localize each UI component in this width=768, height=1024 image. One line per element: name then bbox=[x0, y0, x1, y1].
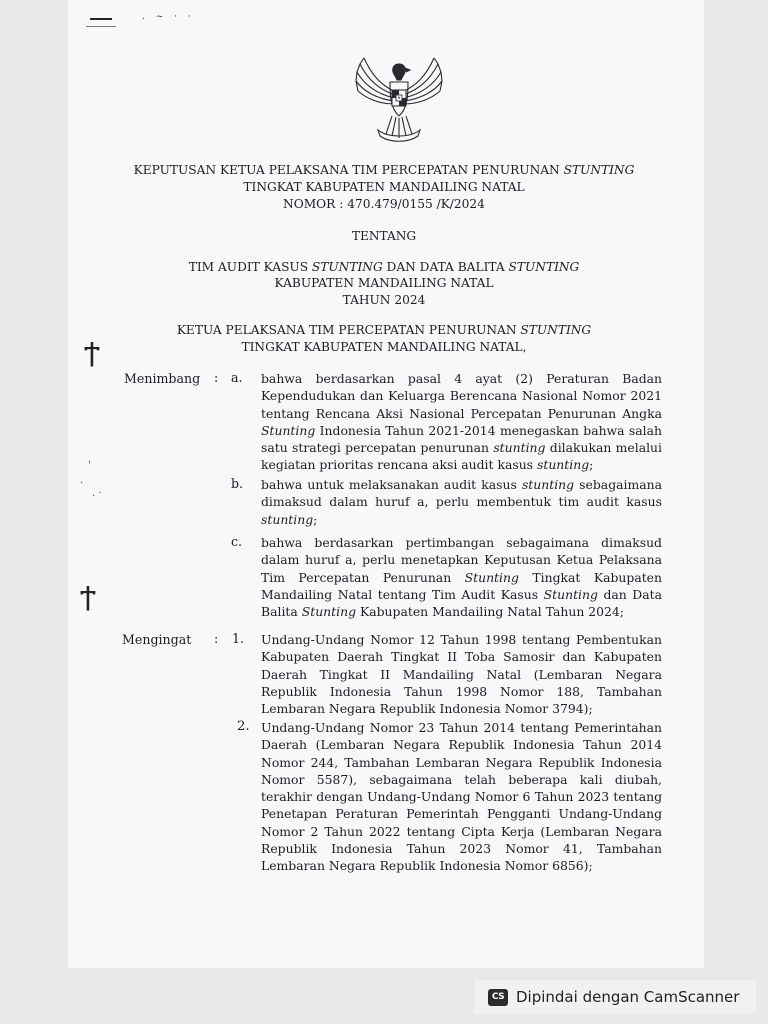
camscanner-logo-icon: CS bbox=[488, 989, 508, 1006]
mengingat-colon: : bbox=[214, 631, 219, 646]
item-marker: c. bbox=[231, 534, 243, 549]
item-marker: 2. bbox=[237, 719, 250, 734]
menimbang-colon: : bbox=[214, 370, 219, 385]
decree-title-line-1: KEPUTUSAN KETUA PELAKSANA TIM PERCEPATAN PENURUNAN STUNTING bbox=[133, 163, 635, 177]
mengingat-item-2: Undang-Undang Nomor 23 Tahun 2014 tentang Pemerintahan Daerah (Lembaran Negara Republik Indonesia Tahun 2014 Nomor 244, Tambahan Lembaran Negara Republik Indonesia Nomor 5587), sebagaimana telah beberapa kali diubah, terakhir dengan Undang-Undang Nomor 6 Tahun 2023 tentang Penetapan Peraturan Pemerintah Pengganti Undang-Undang Nomor 2 Tahun 2022 tentang Cipta Kerja (Lembaran Negara Republik Indonesia Tahun 2023 Nomor 41, Tambahan Lembaran Negara Republik Indonesia Nomor 6856); bbox=[261, 720, 662, 874]
issuer-line-2: TINGKAT KABUPATEN MANDAILING NATAL, bbox=[241, 340, 527, 354]
tentang-heading: TENTANG bbox=[351, 229, 417, 243]
subject-line-1: TIM AUDIT KASUS STUNTING DAN DATA BALITA STUNTING bbox=[188, 260, 580, 274]
item-marker: 1. bbox=[232, 631, 245, 646]
mengingat-label: Mengingat bbox=[122, 632, 192, 647]
menimbang-item-c: bahwa berdasarkan pertimbangan sebagaimana dimaksud dalam huruf a, perlu menetapkan Keputusan Ketua Pelaksana Tim Percepatan Penurunan Stunting Tingkat Kabupaten Mandailing Natal tentang Tim Audit Kasus Stunting dan Data Balita Stunting Kabupaten Mandailing Natal Tahun 2024; bbox=[261, 535, 662, 620]
menimbang-item-a: bahwa berdasarkan pasal 4 ayat (2) Peraturan Badan Kependudukan dan Keluarga Berencana Nasional Nomor 2021 tentang Rencana Aksi Nasional Percepatan Penurunan Angka Stunting Indonesia Tahun 2021-2014 menegaskan bahwa salah satu strategi percepatan penurunan stunting dilakukan melalui kegiatan prioritas rencana aksi audit kasus stunting; bbox=[261, 371, 662, 473]
camscanner-text: Dipindai dengan CamScanner bbox=[516, 988, 740, 1006]
mengingat-item-1: Undang-Undang Nomor 12 Tahun 1998 tentang Pembentukan Kabupaten Daerah Tingkat II Toba Samosir dan Kabupaten Daerah Tingkat II Mandailing Natal (Lembaran Negara Republik Indonesia Tahun 1998 Nomor 188, Tambahan Lembaran Negara Republik Indonesia Nomor 3794); bbox=[261, 632, 662, 717]
subject-line-2: KABUPATEN MANDAILING NATAL bbox=[274, 276, 494, 290]
hole-punch-mark-icon: Ϯ bbox=[80, 582, 96, 612]
scan-speck: . · bbox=[92, 488, 102, 499]
scan-line bbox=[86, 26, 116, 27]
scan-speck: ' bbox=[88, 460, 91, 471]
subject-line-3: TAHUN 2024 bbox=[342, 293, 426, 307]
issuer-line-1: KETUA PELAKSANA TIM PERCEPATAN PENURUNAN STUNTING bbox=[176, 323, 592, 337]
scan-speck: · bbox=[80, 478, 84, 489]
decree-number: NOMOR : 470.479/0155 /K/2024 bbox=[283, 197, 485, 211]
item-marker: b. bbox=[231, 476, 244, 491]
camscanner-watermark bbox=[474, 980, 756, 1014]
garuda-pancasila-emblem-icon bbox=[352, 50, 446, 148]
decree-title-line-2: TINGKAT KABUPATEN MANDAILING NATAL bbox=[243, 180, 525, 194]
menimbang-label: Menimbang bbox=[124, 371, 201, 386]
hole-punch-mark-icon: Ϯ bbox=[84, 338, 100, 368]
item-marker: a. bbox=[231, 370, 243, 385]
menimbang-item-b: bahwa untuk melaksanakan audit kasus stunting sebagaimana dimaksud dalam huruf a, perlu membentuk tim audit kasus stunting; bbox=[261, 477, 662, 527]
